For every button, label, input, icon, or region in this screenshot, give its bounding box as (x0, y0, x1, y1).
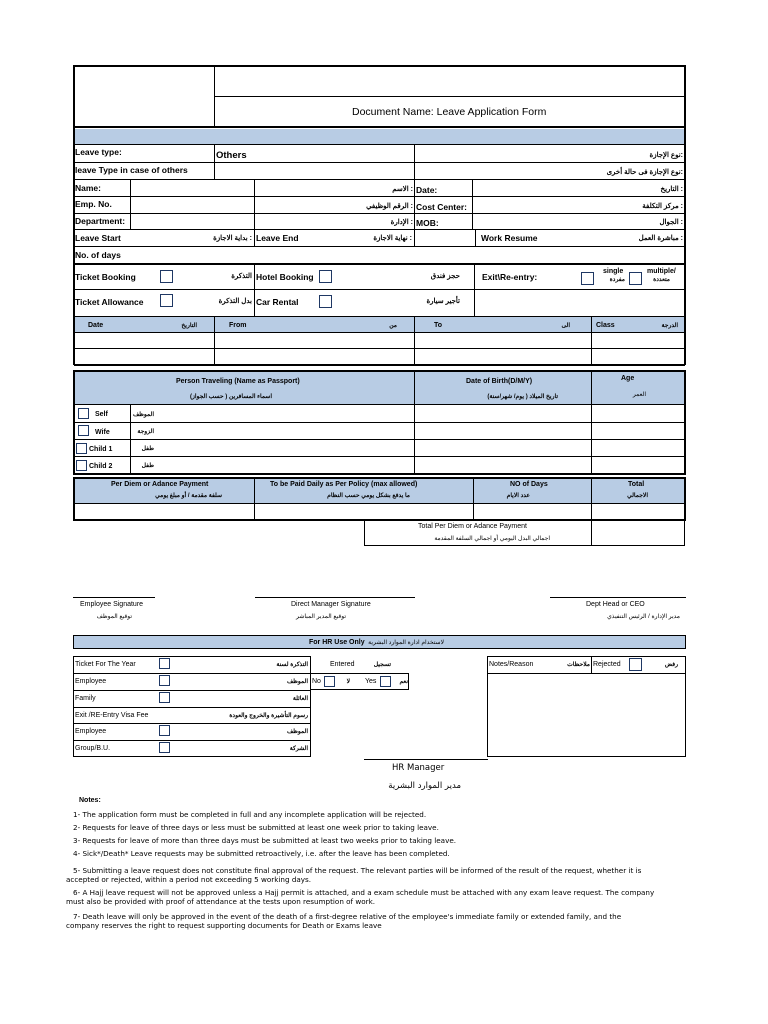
row-line (73, 723, 311, 724)
car-rental-label: Car Rental (256, 297, 299, 307)
note-4: 4- Sick*/Death* Leave requests may be submitted retroactively, i.e. after the leave has been completed. (73, 849, 450, 858)
col-line (472, 179, 473, 229)
leave-start-ar: : بداية الاجازة (213, 235, 252, 242)
header-divider (215, 96, 685, 97)
per-diem-daily-ar: ما يدفع بشكل يومي حسب النظام (327, 493, 410, 499)
itinerary-date-ar: التاريخ (181, 323, 197, 329)
col-line (130, 179, 131, 229)
row-line (74, 162, 685, 163)
employee-signature-ar: توقيع الموظف (96, 614, 132, 620)
hr-employee-ar: الموظف (286, 679, 308, 685)
hr-yes-ar: نعم (399, 679, 408, 685)
hr-manager-ar: مدير الموارد البشرية (388, 781, 461, 791)
hr-entered: Entered (330, 661, 355, 668)
child1-ar: طفل (141, 446, 154, 452)
multiple-label: multiple/ (647, 268, 676, 275)
per-diem-total-ar: الاجمالي (627, 493, 648, 499)
child1-checkbox[interactable] (76, 443, 87, 454)
row-line (73, 707, 311, 708)
col-line (214, 317, 215, 365)
row-line (75, 456, 684, 457)
col-line (414, 317, 415, 365)
hr-yes: Yes (365, 678, 377, 685)
row-line (74, 179, 685, 180)
name-label: Name: (75, 183, 101, 193)
child2-ar: طفل (141, 463, 154, 469)
person-header-ar: اسماء المسافرين ( حسب الجواز) (189, 394, 272, 400)
ticket-year-checkbox[interactable] (159, 658, 170, 669)
employee-signature-line (73, 597, 155, 598)
per-diem-days-ar: عدد الايام (506, 493, 530, 499)
per-diem-payment-ar: سلفة مقدمة / أو مبلغ يومي (155, 493, 222, 499)
manager-signature-ar: توقيع المدير المباشر (295, 614, 346, 620)
dob-header-ar: تاريخ الميلاد ( يوم/ شهر/سنة) (487, 394, 558, 400)
hr-title: For HR Use Only (309, 639, 365, 646)
row-line (73, 673, 311, 674)
itinerary-left (73, 316, 75, 365)
row-line (74, 263, 685, 265)
leave-type-value[interactable]: Others (216, 150, 247, 161)
col-line (254, 479, 255, 519)
name-ar: : الاسم (392, 186, 413, 193)
row-line (73, 740, 311, 741)
hr-employee-checkbox[interactable] (159, 675, 170, 686)
hr-employee2-checkbox[interactable] (159, 725, 170, 736)
hr-visa-fee-ar: رسوم التأشيرة والخروج والعودة (229, 713, 308, 719)
child2-checkbox[interactable] (76, 460, 87, 471)
employee-signature: Employee Signature (80, 601, 144, 608)
total-per-diem-ar: اجمالي البدل اليومي أو اجمالي السلفة المقدمة (434, 536, 550, 542)
itinerary-class-ar: الدرجة (661, 323, 678, 329)
row-line (75, 422, 684, 423)
wife-checkbox[interactable] (78, 425, 89, 436)
work-resume-label: Work Resume (481, 233, 538, 243)
leave-start-label: Leave Start (75, 233, 121, 243)
no-checkbox[interactable] (324, 676, 335, 687)
person-header: Person Traveling (Name as Passport) (176, 378, 300, 385)
exit-reentry-label: Exit\Re-entry: (482, 272, 538, 282)
child1-label: Child 1 (89, 446, 113, 453)
ticket-allowance-ar: بدل التذكرة (218, 298, 252, 305)
note-6: 6- A Hajj leave request will not be approved unless a Hajj permit is attached, and a exam schedule must be attached with any exam leave request. The company must also be provided with proof of attendance at the tests upon resumption of work. (66, 888, 655, 906)
hr-ticket-year-ar: التذكرة لسنة (276, 662, 308, 668)
hr-family-checkbox[interactable] (159, 692, 170, 703)
leave-type-label: Leave type: (75, 147, 122, 157)
hr-employee2-ar: الموظف (286, 729, 308, 735)
hr-no-ar: لا (346, 679, 350, 685)
note-2: 2- Requests for leave of three days or less must be submitted at least one week prior to taking leave. (73, 823, 439, 832)
yes-checkbox[interactable] (380, 676, 391, 687)
hr-title-ar: لاستخدام ادارة الموارد البشرية (368, 640, 444, 646)
emp-no-ar: : الرقم الوظيفي (366, 203, 413, 210)
wife-label: Wife (95, 429, 110, 436)
hr-group-ar: الشركة (289, 746, 308, 752)
self-label: Self (95, 411, 108, 418)
mob-ar: : الجوال (659, 219, 683, 226)
note-1: 1- The application form must be completed in full and any incomplete application will be rejected. (73, 810, 427, 819)
persons-band (75, 372, 684, 404)
cost-center-ar: : مركز التكلفة (642, 203, 683, 210)
notes-title: Notes: (79, 797, 101, 804)
ceo-signature-line (550, 597, 686, 598)
rejected-checkbox[interactable] (629, 658, 642, 671)
itinerary-right (684, 316, 686, 365)
row-line (74, 332, 685, 333)
row-line (74, 246, 685, 247)
single-checkbox[interactable] (581, 272, 594, 285)
hr-rejected-ar: رفض (664, 662, 678, 668)
self-checkbox[interactable] (78, 408, 89, 419)
hr-family: Family (75, 695, 96, 702)
date-ar: : التاريخ (660, 186, 683, 193)
ticket-booking-label: Ticket Booking (75, 272, 136, 282)
single-ar: مفردة (609, 277, 625, 283)
hr-rejected: Rejected (593, 661, 621, 668)
manager-signature-line (255, 597, 415, 598)
hotel-booking-label: Hotel Booking (256, 272, 314, 282)
col-line (254, 179, 255, 229)
hr-employee2: Employee (75, 728, 107, 735)
leave-type-ar: :نوع الإجازة (649, 152, 683, 159)
no-of-days-label: No. of days (75, 250, 121, 260)
car-rental-checkbox[interactable] (319, 295, 332, 308)
col-line (473, 479, 474, 519)
itinerary-date: Date (88, 322, 104, 329)
col-line (591, 317, 592, 365)
leave-end-ar: : نهاية الاجازة (373, 235, 412, 242)
hr-employee: Employee (75, 678, 107, 685)
row-line (74, 229, 685, 230)
mob-label: MOB: (416, 218, 439, 228)
hr-manager-line (364, 759, 488, 760)
itinerary-from-ar: من (389, 323, 397, 329)
hr-notes-reason: Notes/Reason (489, 661, 534, 668)
col-line (254, 263, 255, 317)
col-line (591, 479, 592, 519)
cost-center-label: Cost Center: (416, 202, 468, 212)
per-diem-payment: Per Diem or Adance Payment (111, 481, 209, 488)
hr-notes-reason-ar: ملاحظات (567, 662, 590, 668)
itinerary-to-ar: الى (561, 323, 570, 329)
ceo-signature-ar: مدير الإدارة / الرئيس التنفيذي (607, 614, 680, 620)
col-line (214, 144, 215, 179)
itinerary-band (74, 317, 685, 332)
row-line (73, 690, 311, 691)
row-line (74, 364, 685, 366)
row-line (74, 348, 685, 349)
row-line (75, 503, 684, 504)
col-line (475, 229, 476, 246)
hr-visa-fee: Exit /RE-Entry Visa Fee (75, 712, 149, 719)
car-rental-ar: تأجير سيارة (426, 298, 460, 305)
row-line (75, 439, 684, 440)
department-label: Department: (75, 216, 126, 226)
notes-reason-box[interactable] (487, 656, 686, 757)
col-line (414, 179, 415, 246)
header-band (74, 129, 686, 144)
hr-family-ar: العائلة (292, 696, 308, 702)
col-line (254, 229, 255, 246)
hr-entered-ar: تسجيل (373, 662, 391, 668)
department-ar: : الإدارة (390, 219, 413, 226)
row-line (74, 213, 685, 214)
work-resume-ar: : مباشرة العمل (638, 235, 683, 242)
note-3: 3- Requests for leave of more than three days must be submitted at least two weeks prior to taking leave. (73, 836, 457, 845)
per-diem-total: Total (628, 481, 645, 488)
col-line (591, 519, 592, 546)
hr-group-checkbox[interactable] (159, 742, 170, 753)
ticket-allowance-label: Ticket Allowance (75, 297, 144, 307)
hr-ticket-year: Ticket For The Year (75, 661, 136, 668)
hotel-booking-ar: حجز فندق (430, 273, 460, 280)
total-per-diem-label: Total Per Diem or Adance Payment (418, 523, 527, 530)
document-name: Document Name: Leave Application Form (352, 106, 547, 118)
row-line (74, 144, 685, 145)
multiple-checkbox[interactable] (629, 272, 642, 285)
ticket-booking-checkbox[interactable] (160, 270, 173, 283)
row-line (75, 404, 684, 405)
per-diem-days: NO of Days (510, 481, 548, 488)
dob-header: Date of Birth(D/M/Y) (466, 378, 533, 385)
wife-ar: الزوجة (137, 429, 154, 435)
leave-type-others-label: leave Type in case of others (75, 165, 188, 175)
ticket-booking-ar: التذكرة (231, 273, 252, 280)
col-line (414, 144, 415, 179)
note-5: 5- Submitting a leave request does not constitute final approval of the request. The relevant parties will be informed of the result of the request, whether it is accepted or rejected, within a period not exceeding 5 working days. (66, 866, 642, 884)
age-header-ar: العمر (632, 392, 646, 398)
per-diem-daily: To be Paid Daily as Per Policy (max allowed) (270, 481, 418, 488)
itinerary-class: Class (596, 322, 615, 329)
row-line (487, 673, 686, 674)
ceo-signature: Dept Head or CEO (586, 601, 645, 608)
multiple-ar: متعددة (653, 277, 670, 283)
child2-label: Child 2 (89, 463, 113, 470)
self-ar: الموظف (132, 412, 154, 418)
hotel-booking-checkbox[interactable] (319, 270, 332, 283)
itinerary-to: To (434, 322, 443, 329)
leave-end-label: Leave End (256, 233, 299, 243)
ticket-allowance-checkbox[interactable] (160, 294, 173, 307)
emp-no-label: Emp. No. (75, 199, 112, 209)
hr-no: No (312, 678, 321, 685)
itinerary-from: From (229, 322, 247, 329)
col-line (474, 263, 475, 317)
manager-signature: Direct Manager Signature (291, 601, 371, 608)
col-line (591, 656, 592, 673)
single-label: single (603, 268, 624, 275)
row-line (74, 196, 685, 197)
age-header: Age (621, 375, 635, 382)
hr-group: Group/B.U. (75, 745, 111, 752)
leave-type-others-ar: :نوع الإجازة فى حالة أخرى (606, 169, 683, 176)
note-7: 7- Death leave will only be approved in the event of the death of a first-degree relative of the employee's immediate family or extended family, and the company reserves the right to request supporting documents for Death or Exams leave (66, 912, 622, 930)
hr-manager: HR Manager (392, 763, 445, 773)
row-line (74, 289, 685, 290)
date-label: Date: (416, 185, 438, 195)
